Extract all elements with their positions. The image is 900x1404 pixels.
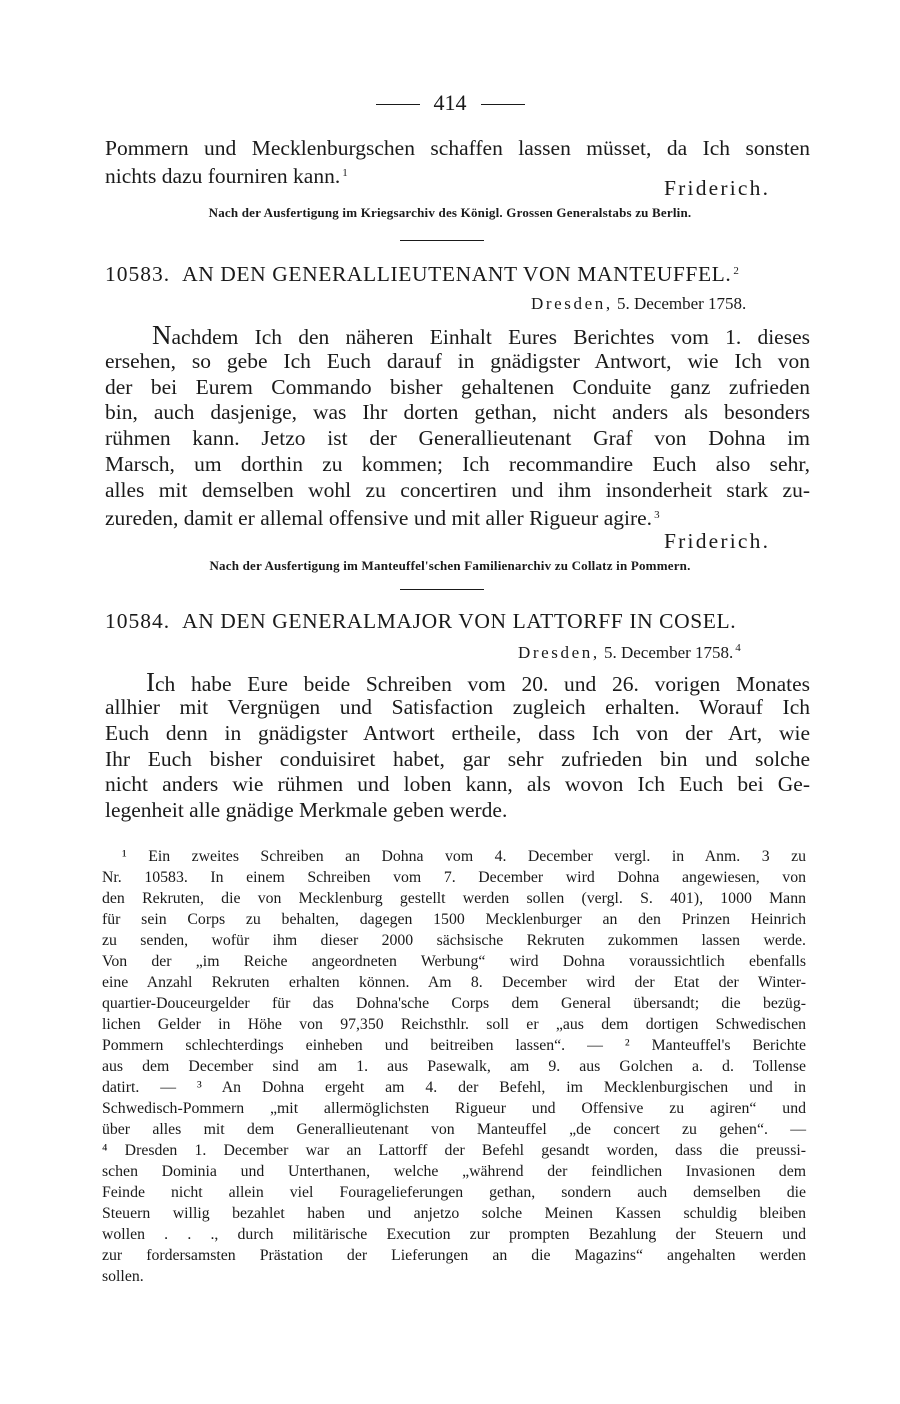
- page-number-dash-right: [481, 104, 525, 105]
- footnote-line: sollen.: [102, 1268, 144, 1285]
- body-line: bin, auch dasjenige, was Ihr dorten gethan, nicht anders als besonders: [105, 400, 810, 424]
- footnote-line: Steuern willig bezahlet haben und anjetzo solche Meinen Kassen schuldig bleiben: [102, 1205, 806, 1222]
- footnote-line: für sein Corps zu behalten, dagegen 1500 Mecklenburger an den Prinzen Heinrich: [102, 911, 806, 928]
- body-line: der bei Eurem Commando bisher gehaltenen Conduite ganz zufrieden: [105, 375, 810, 399]
- letter-date-text: 5. December 1758.: [616, 294, 747, 313]
- footnote-line: ⁴ Dresden 1. December war an Lattorff der Befehl gesandt worden, dass die preussi-: [102, 1142, 806, 1159]
- letter-title: AN DEN GENERALLIEUTENANT VON MANTEUFFEL.: [182, 262, 732, 286]
- body-line: [146, 667, 810, 698]
- footnote-line: Von der „im Reiche angeordneten Werbung“ wird Dohna voraussichtlich ebenfalls: [102, 953, 806, 970]
- footnote-line: quartier-Douceurgelder für das Dohna'sche Corps dem General übersandt; die bezüg-: [102, 995, 806, 1012]
- footnote-line: lichen Gelder in Höhe von 97,350 Reichsthlr. soll er „aus dem dortigen Schwedischen: [102, 1016, 806, 1033]
- body-line: allhier mit Vergnügen und Satisfaction zugleich erhalten. Worauf Ich: [105, 695, 810, 719]
- body-line: Marsch, um dorthin zu kommen; Ich recommandire Euch also sehr,: [105, 452, 810, 476]
- source-note: Nach der Ausfertigung im Kriegsarchiv des Königl. Grossen Generalstabs zu Berlin.: [208, 205, 692, 220]
- letter-place: Dresden,: [531, 294, 613, 313]
- letter-date-text: 5. December 1758.: [603, 643, 734, 662]
- body-line-text: nichts dazu fourniren kann.: [105, 164, 341, 188]
- footnote-line: aus dem December sind am 1. aus Pasewalk, am 9. aus Golchen a. d. Tollense: [102, 1058, 806, 1075]
- page-number-dash-left: [376, 104, 420, 105]
- body-line: Euch denn in gnädigster Antwort ertheile, dass Ich von der Art, wie: [105, 721, 810, 745]
- footnote-mark: 4: [735, 642, 741, 654]
- footnote-mark: 3: [654, 509, 660, 521]
- footnote-line: Schwedisch-Pommern „mit allermöglichsten Rigueur und Offensive zu agiren“ und: [102, 1100, 806, 1117]
- body-line: [152, 320, 810, 351]
- body-line: Ihr Euch bisher conduisiret habet, gar sehr zufrieden bin und solche: [105, 747, 810, 771]
- letter-number: 10583.: [105, 262, 171, 286]
- footnote-line: zu senden, wofür ihm dieser 2000 sächsische Rekruten zukommen lassen werde.: [102, 932, 806, 949]
- body-line: [105, 503, 810, 532]
- page-number: [0, 90, 900, 116]
- initial-letter: N: [152, 320, 172, 350]
- letter-title: AN DEN GENERALMAJOR VON LATTORFF IN COSEL.: [182, 609, 737, 633]
- source-note: Nach der Ausfertigung im Manteuffel'schen Familienarchiv zu Collatz in Pommern.: [209, 558, 691, 573]
- footnote-line: datirt. — ³ An Dohna ergeht am 4. der Befehl, im Mecklenburgischen und in: [102, 1079, 806, 1096]
- body-line-text: achdem Ich den näheren Einhalt Eures Berichtes vom 1. dieses: [171, 325, 810, 349]
- signature: Friderich.: [664, 529, 771, 553]
- separator-rule: [400, 589, 484, 590]
- body-line: ersehen, so gebe Ich Euch darauf in gnädigster Antwort, wie Ich von: [105, 349, 810, 373]
- body-line-text: zureden, damit er allemal offensive und mit aller Rigueur agire.: [105, 506, 653, 530]
- separator-rule: [400, 240, 484, 241]
- body-line: rühmen kann. Jetzo ist der Generallieutenant Graf von Dohna im: [105, 426, 810, 450]
- letter-number: 10584.: [105, 609, 171, 633]
- body-line: alles mit demselben wohl zu concertiren und ihm insonderheit stark zu-: [105, 478, 810, 502]
- letter-place: Dresden,: [518, 643, 600, 662]
- footnote-line: zur fordersamsten Prästation der Lieferungen an die Magazins“ angehalten werden: [102, 1247, 806, 1264]
- footnote-line: Nr. 10583. In einem Schreiben vom 7. December wird Dohna angewiesen, von: [102, 869, 806, 886]
- signature: Friderich.: [664, 176, 771, 200]
- body-line: Pommern und Mecklenburgschen schaffen lassen müsset, da Ich sonsten: [105, 136, 810, 160]
- letter-date: [518, 642, 741, 663]
- page-number-text: 414: [433, 90, 467, 115]
- body-line: legenheit alle gnädige Merkmale geben werde.: [105, 798, 508, 822]
- body-line-text: ch habe Eure beide Schreiben vom 20. und 26. vorigen Monates: [155, 672, 810, 696]
- footnote-line: wollen . . ., durch militärische Execution zur prompten Bezahlung der Steuern und: [102, 1226, 806, 1243]
- footnote-line: über alles mit dem Generallieutenant von Manteuffel „de concert zu gehen“. —: [102, 1121, 806, 1138]
- footnote-line: ¹ Ein zweites Schreiben an Dohna vom 4. December vergl. in Anm. 3 zu: [122, 848, 806, 865]
- letter-date: [531, 294, 746, 314]
- footnote-line: eine Anzahl Rekruten erhalten können. Am 8. December wird der Etat der Winter-: [102, 974, 806, 991]
- footnote-mark: 1: [342, 167, 348, 179]
- letter-heading: [105, 262, 810, 287]
- footnote-line: Feinde nicht allein viel Fouragelieferungen gethan, sondern auch demselben die: [102, 1184, 806, 1201]
- footnote-line: schen Dominia und Unterthanen, welche „während der feindlichen Invasionen dem: [102, 1163, 806, 1180]
- footnote-line: Pommern schlechterdings einheben und beitreiben lassen“. — ² Manteuffel's Berichte: [102, 1037, 806, 1054]
- footnote-mark: 2: [733, 265, 740, 277]
- body-line: nicht anders wie rühmen und loben kann, als wovon Ich Euch bei Ge-: [105, 772, 810, 796]
- footnote-line: den Rekruten, die von Mecklenburg gestellt werden sollen (vergl. S. 401), 1000 Mann: [102, 890, 806, 907]
- letter-heading: [105, 609, 810, 634]
- initial-letter: I: [146, 667, 155, 697]
